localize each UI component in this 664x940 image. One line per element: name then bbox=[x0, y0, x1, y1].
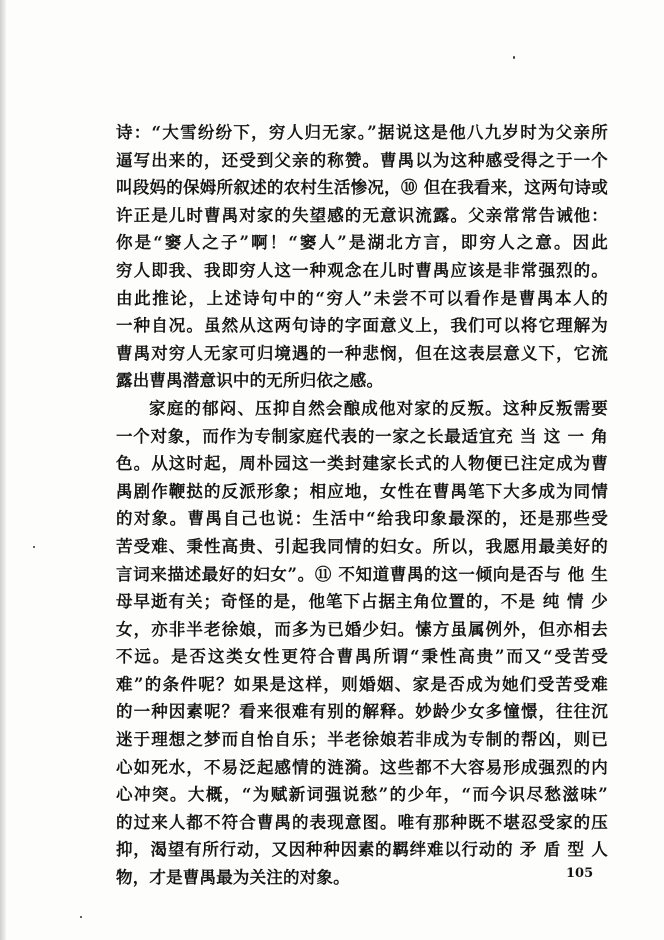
text-line: 女，亦非半老徐娘，而多为已婚少妇。愫方虽属例外，但亦相去 bbox=[116, 619, 608, 639]
text-line: 由此推论，上述诗句中的“穷人”未尝不可以看作是曹禺本人的 bbox=[116, 288, 608, 308]
text-line: 露出曹禺潜意识中的无所归依之感。 bbox=[116, 371, 384, 391]
text-line: 难”的条件呢？如果是这样，则婚姻、家是否成为她们受苦受难 bbox=[116, 674, 608, 694]
scan-speck bbox=[80, 916, 82, 918]
text-line: 一种自况。虽然从这两句诗的字面意义上，我们可以将它理解为 bbox=[116, 316, 608, 336]
scan-speck bbox=[33, 546, 35, 548]
text-line: 母早逝有关；奇怪的是，他笔下占据主角位置的，不是 纯 情 少 bbox=[116, 592, 608, 612]
text-line: 抑，渴望有所行动，又因种种因素的羁绊难以行动的 矛 盾 型 人 bbox=[116, 840, 608, 860]
text-line: 许正是儿时曹禺对家的失望感的无意识流露。父亲常常告诫他： bbox=[116, 205, 608, 225]
page-number: 105 bbox=[566, 866, 594, 881]
text-line: 家庭的郁闷、压抑自然会酿成他对家的反叛。这种反叛需要 bbox=[149, 398, 608, 418]
text-line: 言词来描述最好的妇女”。⑪ 不知道曹禺的这一倾向是否与 他 生 bbox=[116, 564, 608, 584]
text-line: 你是“窭人之子”啊！“窭人”是湖北方言，即穷人之意。因此 bbox=[116, 233, 608, 253]
text-line: 一个对象，而作为专制家庭代表的一家之长最适宜充 当 这 一 角 bbox=[116, 426, 608, 446]
text-line: 心如死水，不易泛起感情的涟漪。这些都不大容易形成强烈的内 bbox=[116, 757, 608, 777]
text-line: 曹禺对穷人无家可归境遇的一种悲悯，但在这表层意义下，它流 bbox=[116, 343, 608, 363]
text-line: 的一种因素呢？看来很难有别的解释。妙龄少女多憧憬，往往沉 bbox=[116, 702, 608, 722]
text-line: 穷人即我、我即穷人这一种观念在儿时曹禺应该是非常强烈的。 bbox=[116, 260, 608, 280]
text-line: 色。从这时起，周朴园这一类封建家长式的人物便已注定成为曹 bbox=[116, 454, 608, 474]
text-line: 不远。是否这类女性更符合曹禺所谓“秉性高贵”而又“受苦受 bbox=[116, 647, 608, 667]
scan-speck bbox=[513, 56, 515, 59]
text-line: 叫段妈的保姆所叙述的农村生活惨况，⑩ 但在我看来，这两句诗或 bbox=[116, 178, 608, 198]
text-line: 的对象。曹禺自己也说：生活中“给我印象最深的，还是那些受 bbox=[116, 509, 608, 529]
text-line: 禺剧作鞭挞的反派形象；相应地，女性在曹禺笔下大多成为同情 bbox=[116, 481, 608, 501]
body-text bbox=[116, 119, 608, 892]
text-line: 逼写出来的，还受到父亲的称赞。曹禺以为这种感受得之于一个 bbox=[116, 150, 608, 170]
text-line: 诗：“大雪纷纷下，穷人归无家。”据说这是他八九岁时为父亲所 bbox=[116, 123, 608, 142]
text-line: 的过来人都不符合曹禺的表现意图。唯有那种既不堪忍受家的压 bbox=[116, 812, 608, 832]
text-line: 迷于理想之梦而自怡自乐；半老徐娘若非成为专制的帮凶，则已 bbox=[116, 730, 608, 750]
text-line: 苦受难、秉性高贵、引起我同情的妇女。所以，我愿用最美好的 bbox=[116, 536, 608, 556]
text-line: 心冲突。大概，“为赋新词强说愁”的少年，“而今识尽愁滋味” bbox=[116, 785, 608, 805]
text-line: 物，才是曹禺最为关注的对象。 bbox=[116, 868, 350, 888]
page-edge-shadow bbox=[0, 0, 6, 940]
